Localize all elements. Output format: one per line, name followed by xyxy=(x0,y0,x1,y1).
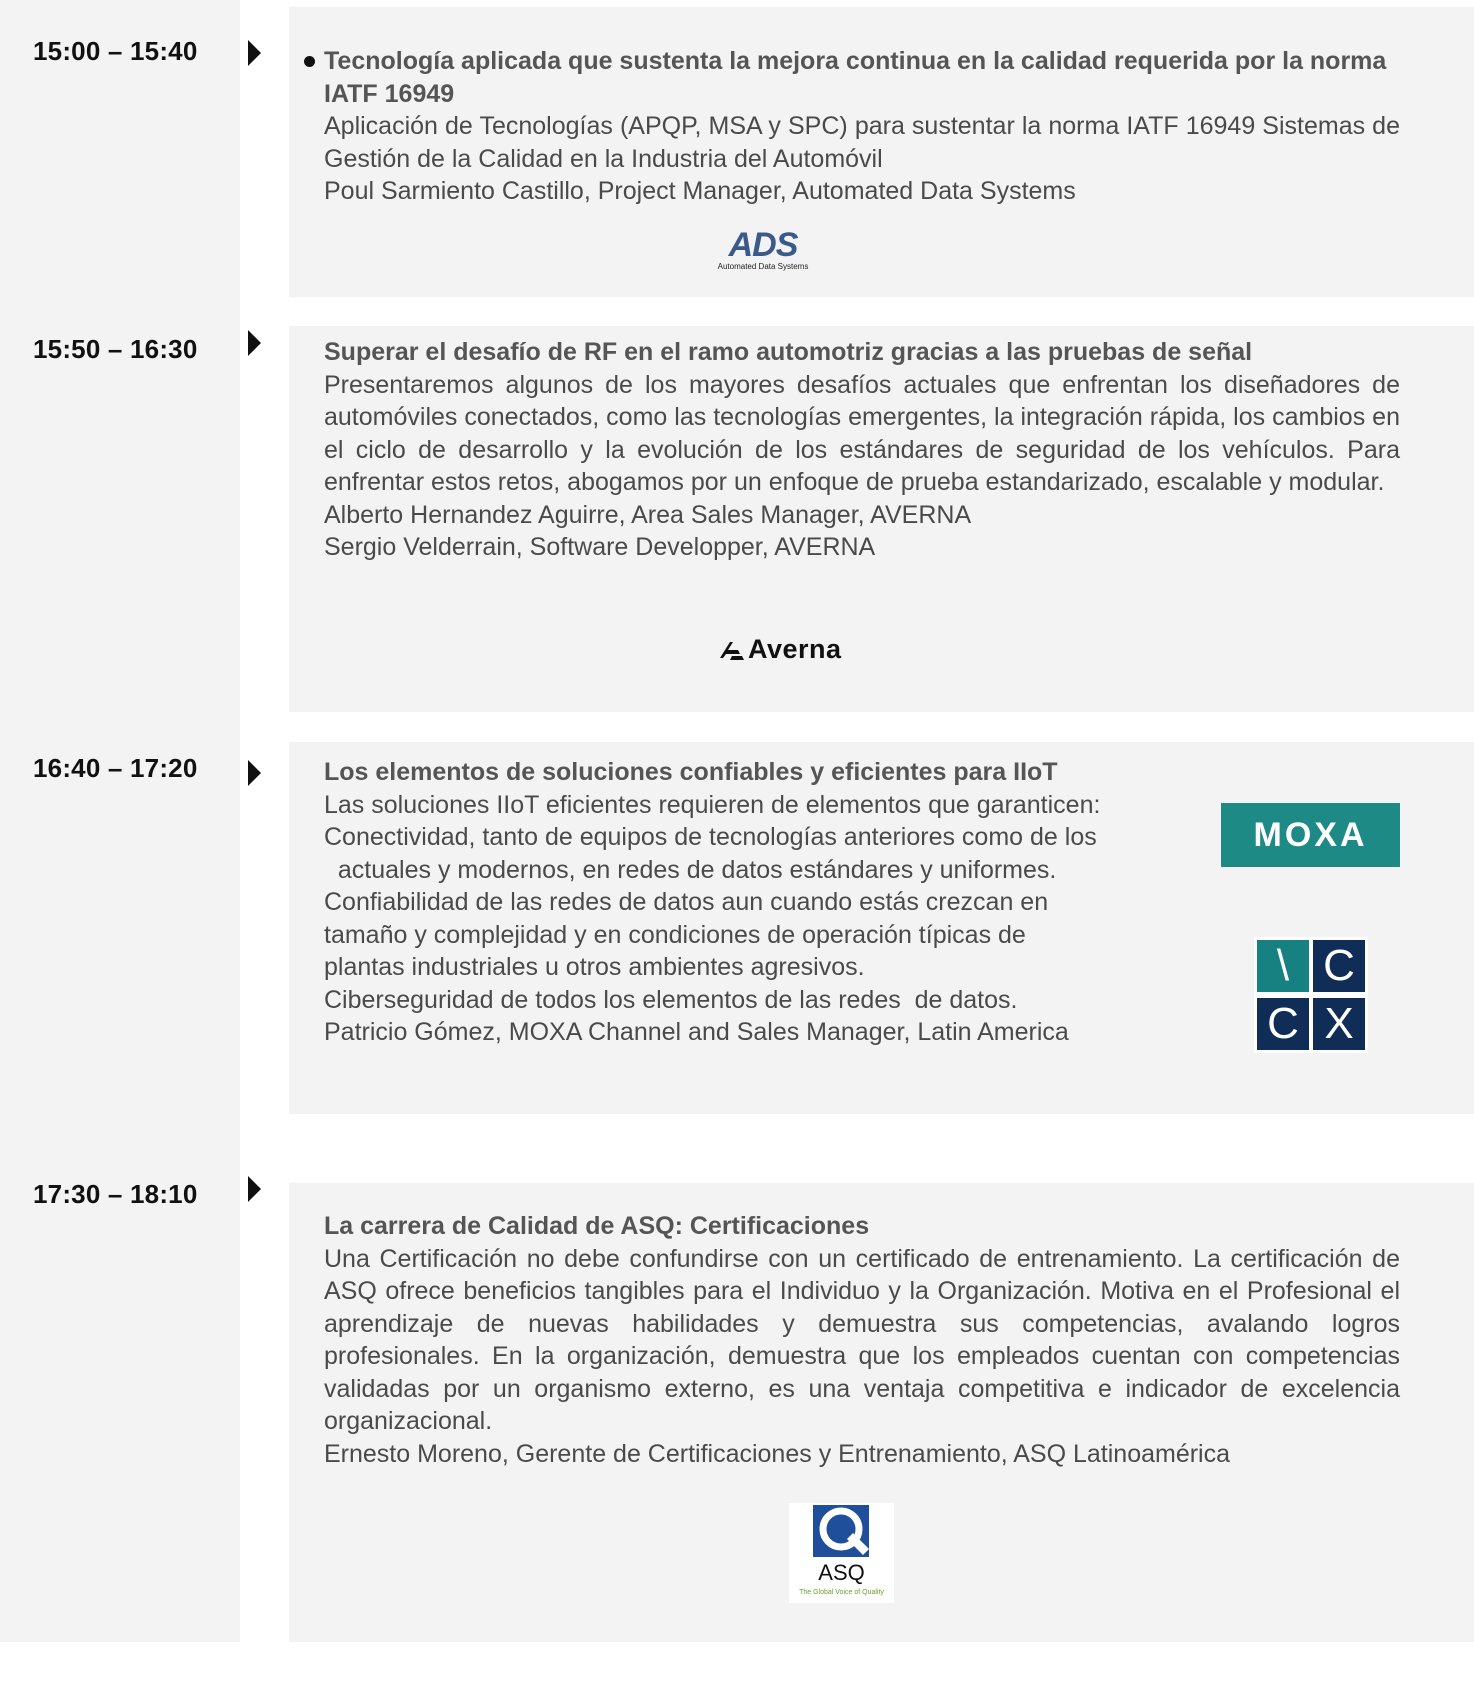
averna-mark-icon xyxy=(718,638,744,660)
session-speaker: Sergio Velderrain, Software Developper, AVERNA xyxy=(324,533,876,561)
session-title: La carrera de Calidad de ASQ: Certificaciones xyxy=(324,1212,870,1240)
asq-q-icon xyxy=(789,1503,894,1563)
averna-logo-text: Averna xyxy=(748,633,842,664)
session-time: 16:40 – 17:20 xyxy=(33,753,198,783)
asq-logo xyxy=(789,1503,894,1603)
session-speaker: Poul Sarmiento Castillo, Project Manager, Automated Data Systems xyxy=(324,177,1076,205)
session-time: 15:00 – 15:40 xyxy=(33,36,198,66)
session-title: Los elementos de soluciones confiables y eficientes para IIoT xyxy=(324,758,1058,786)
session-description: Aplicación de Tecnologías (APQP, MSA y SPC) para sustentar la norma IATF 16949 Sistemas de Gestión de la Calidad en la Industria del Automóvil xyxy=(324,112,1400,173)
session-line: Ciberseguridad de todos los elementos de las redes de datos. xyxy=(324,985,1018,1014)
ads-logo-mark: ADS xyxy=(728,226,798,264)
moxa-logo xyxy=(1221,803,1400,867)
play-arrow-icon xyxy=(248,40,261,66)
cccx-logo xyxy=(1254,937,1368,1053)
play-arrow-icon xyxy=(248,330,261,356)
averna-logo xyxy=(718,633,848,665)
time-column xyxy=(0,0,240,1642)
session-content xyxy=(324,1210,1400,1470)
asq-logo-text: ASQ xyxy=(818,1560,865,1585)
asq-tagline: The Global Voice of Quality xyxy=(799,1589,884,1596)
session-line: Las soluciones IIoT eficientes requieren de elementos que garanticen: xyxy=(324,790,1101,819)
session-speaker: Ernesto Moreno, Gerente de Certificaciones y Entrenamiento, ASQ Latinoamérica xyxy=(324,1439,1231,1468)
cccx-cell: X xyxy=(1313,998,1365,1050)
session-line: Confiabilidad de las redes de datos aun cuando estás crezcan en xyxy=(324,888,1049,916)
session-content xyxy=(324,45,1400,208)
ads-logo xyxy=(706,228,820,276)
play-arrow-icon xyxy=(248,1176,261,1202)
session-time: 17:30 – 18:10 xyxy=(33,1179,198,1209)
session-time: 15:50 – 16:30 xyxy=(33,334,198,364)
moxa-logo-text: MOXA xyxy=(1253,815,1368,854)
session-line: actuales y modernos, en redes de datos estándares y uniformes. xyxy=(324,855,1057,884)
session-description: Presentaremos algunos de los mayores desafíos actuales que enfrentan los diseñadores de automóviles conectados, como las tecnologías emergentes, la integración rápida, los cambios en el ciclo de desarrollo y la evolución de los estándares de seguridad de los vehículos. Para enfrentar estos retos, abogamos por un enfoque de prueba estandarizado, escalable y modular. xyxy=(324,370,1400,496)
session-line: plantas industriales u otros ambientes agresivos. xyxy=(324,953,865,981)
session-title: Tecnología aplicada que sustenta la mejora continua en la calidad requerida por la norma IATF 16949 xyxy=(324,47,1387,108)
session-speaker: Alberto Hernandez Aguirre, Area Sales Manager, AVERNA xyxy=(324,500,972,529)
bullet-icon xyxy=(304,56,315,67)
session-description: Una Certificación no debe confundirse con un certificado de entrenamiento. La certificación de ASQ ofrece beneficios tangibles para el Individuo y la Organización. Motiva en el Profesional el aprendizaje de nuevas habilidades y demuestra sus competencias, avalando logros profesionales. En la organización, demuestra que los empleados cuentan con competencias validadas por un organismo externo, es una ventaja competitiva e indicador de excelencia organizacional. xyxy=(324,1244,1400,1435)
session-content xyxy=(324,336,1400,564)
cccx-cell: C xyxy=(1313,940,1365,992)
play-arrow-icon xyxy=(248,760,261,786)
session-line: tamaño y complejidad y en condiciones de operación típicas de xyxy=(324,920,1026,949)
ads-logo-subtitle: Automated Data Systems xyxy=(717,262,809,271)
session-line: Conectividad, tanto de equipos de tecnologías anteriores como de los xyxy=(324,823,1097,851)
cccx-cell: C xyxy=(1257,998,1309,1050)
session-title: Superar el desafío de RF en el ramo automotriz gracias a las pruebas de señal xyxy=(324,338,1253,366)
cccx-cell: \ xyxy=(1257,940,1309,992)
session-content xyxy=(324,756,1184,1049)
session-speaker: Patricio Gómez, MOXA Channel and Sales Manager, Latin America xyxy=(324,1018,1069,1046)
